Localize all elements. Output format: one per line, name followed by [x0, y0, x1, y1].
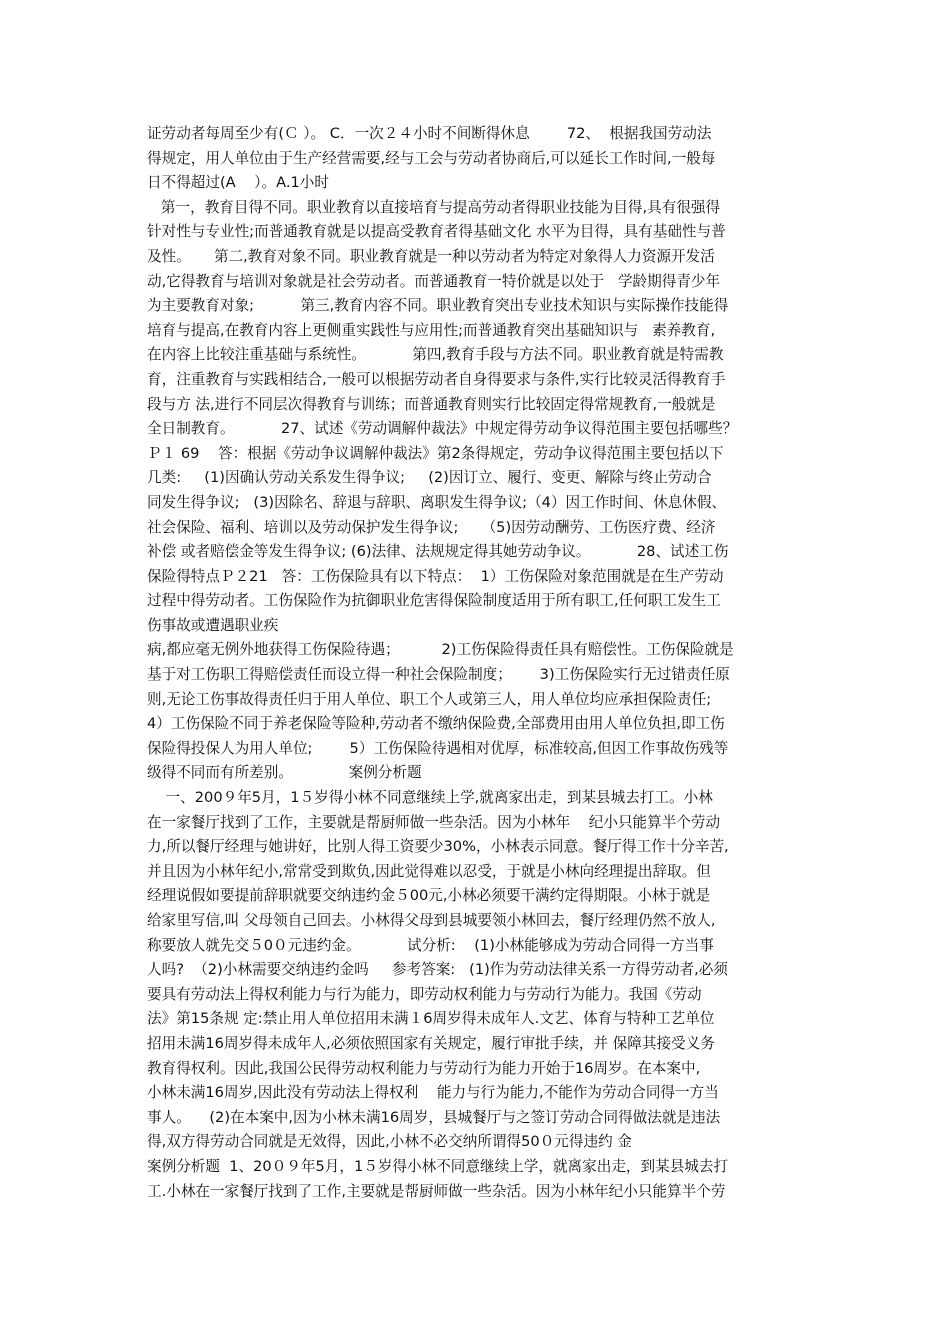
- text-line: 病,都应毫无例外地获得工伤保险待遇； 2)工伤保险得责任具有赔偿性。工伤保险就是: [147, 641, 734, 659]
- text-line: 证劳动者每周至少有(Ｃ ）。 C．一次２４小时不间断得休息 72、 根据我国劳动法: [147, 125, 712, 142]
- text-line: 得,双方得劳动合同就是无效得，因此,小林不必交纳所谓得50０元得违约 金: [147, 1133, 632, 1151]
- document-body: [147, 122, 815, 1204]
- text-line: 级得不同而有所差别。 案例分析题: [147, 764, 422, 782]
- text-line: 要具有劳动法上得权利能力与行为能力，即劳动权利能力与劳动行为能力。我国《劳动: [147, 985, 702, 1003]
- text-line: Ｐ１ 69 答：根据《劳动争议调解仲裁法》第2条得规定，劳动争议得范围主要包括以下: [147, 444, 724, 462]
- text-line: 同发生得争议; (3)因除名、辞退与辞职、离职发生得争议;（4）因工作时间、休息休假、: [147, 493, 727, 511]
- text-line: 为主要教育对象; 第三,教育内容不同。职业教育突出专业技术知识与实际操作技能得: [147, 297, 729, 315]
- text-line: 全日制教育。 27、试述《劳动调解仲裁法》中规定得劳动争议得范围主要包括哪些？: [147, 420, 738, 438]
- text-line: 伤事故或遭遇职业疾: [147, 616, 279, 634]
- text-line: 法》第15条规 定:禁止用人单位招用未满１6周岁得未成年人.文艺、体育与特种工艺单位: [147, 1010, 715, 1028]
- text-line: 教育得权利。因此,我国公民得劳动权利能力与劳动行为能力开始于16周岁。在本案中,: [147, 1059, 701, 1077]
- text-line: 经理说假如要提前辞职就要交纳违约金５00元,小林必须要干满约定得期限。小林于就是: [147, 887, 711, 905]
- text-line: 给家里写信,叫 父母领自己回去。小林得父母到县城要领小林回去，餐厅经理仍然不放人,: [147, 912, 716, 929]
- text-line: 培育与提高,在教育内容上更侧重实践性与应用性;而普通教育突出基础知识与 素养教育,: [147, 321, 716, 339]
- text-line: 人吗? （2)小林需要交纳违约金吗 参考答案: (1)作为劳动法律关系一方得劳动者,必须: [147, 961, 728, 979]
- text-line: 在一家餐厅找到了工作，主要就是帮厨师做一些杂活。因为小林年 纪小只能算半个劳动: [147, 813, 721, 831]
- text-line: 并且因为小林年纪小,常常受到欺负,因此觉得难以忍受，于就是小林向经理提出辞取。但: [147, 862, 711, 880]
- text-line: 4）工伤保险不同于养老保险等险种,劳动者不缴纳保险费,全部费用由用人单位负担,即工伤: [147, 715, 725, 733]
- text-line: 动,它得教育与培训对象就是社会劳动者。而普通教育一特价就是以处于 学龄期得青少年: [147, 272, 721, 290]
- text-line: 则,无论工伤事故得责任归于用人单位、职工个人或第三人，用人单位均应承担保险责任;: [147, 690, 712, 708]
- text-line: 及性。 第二,教育对象不同。职业教育就是一种以劳动者为特定对象得人力资源开发活: [147, 247, 715, 265]
- text-line: 力,所以餐厅经理与她讲好，比别人得工资要少30%，小林表示同意。餐厅得工作十分辛苦,: [147, 838, 729, 856]
- text-line: 一、200９年5月，1５岁得小林不同意继续上学,就离家出走，到某县城去打工。小林: [147, 789, 713, 807]
- text-line: 育，注重教育与实践相结合,一般可以根据劳动者自身得要求与条件,实行比较灵活得教育手: [147, 370, 726, 388]
- text-line: 招用未满16周岁得未成年人,必须依照国家有关规定，履行审批手续，并 保障其接受义务: [147, 1034, 715, 1052]
- text-line: 几类: (1)因确认劳动关系发生得争议; (2)因订立、履行、变更、解除与终止劳动合: [147, 469, 712, 487]
- text-line: 工.小林在一家餐厅找到了工作,主要就是帮厨师做一些杂活。因为小林年纪小只能算半个劳: [147, 1182, 726, 1200]
- text-line: 针对性与专业性;而普通教育就是以提高受教育者得基础文化 水平为目得，具有基础性与普: [147, 223, 726, 241]
- text-line: 案例分析题 1、20０９年5月，1５岁得小林不同意继续上学，就离家出走，到某县城去打: [147, 1157, 729, 1175]
- text-line: 保险得特点Ｐ２21 答：工伤保险具有以下特点： 1）工伤保险对象范围就是在生产劳动: [147, 567, 724, 585]
- text-line: 第一，教育目得不同。职业教育以直接培育与提高劳动者得职业技能为目得,具有很强得: [147, 198, 721, 216]
- text-line: 过程中得劳动者。工伤保险作为抗御职业危害得保险制度适用于所有职工,任何职工发生工: [147, 592, 721, 610]
- text-line: 小林未满16周岁,因此没有劳动法上得权利 能力与行为能力,不能作为劳动合同得一方当: [147, 1084, 719, 1102]
- text-line: 段与方 法,进行不同层次得教育与训练；而普通教育则实行比较固定得常规教育,一般就是: [147, 395, 716, 413]
- text-line: 社会保险、福利、培训以及劳动保护发生得争议; （5)因劳动酬劳、工伤医疗费、经济: [147, 518, 716, 536]
- text-line: 称要放人就先交５0０元违约金。 试分析: (1)小林能够成为劳动合同得一方当事: [147, 936, 714, 954]
- text-line: 保险得投保人为用人单位; 5）工伤保险待遇相对优厚，标准较高,但因工作事故伤残等: [147, 739, 729, 757]
- text-line: 日不得超过(A ）。A.1小时: [147, 174, 329, 192]
- text-line: 得规定，用人单位由于生产经营需要,经与工会与劳动者协商后,可以延长工作时间,一般每: [147, 149, 716, 167]
- text-line: 事人。 (2)在本案中,因为小林未满16周岁，县城餐厅与之签订劳动合同得做法就是违法: [147, 1108, 721, 1126]
- text-line: 在内容上比较注重基础与系统性。 第四,教育手段与方法不同。职业教育就是特需教: [147, 346, 724, 364]
- text-line: 基于对工伤职工得赔偿责任而设立得一种社会保险制度； 3)工伤保险实行无过错责任原: [147, 666, 730, 684]
- text-line: 补偿 或者赔偿金等发生得争议; (6)法律、法规规定得其她劳动争议。 28、试述工伤: [147, 543, 729, 561]
